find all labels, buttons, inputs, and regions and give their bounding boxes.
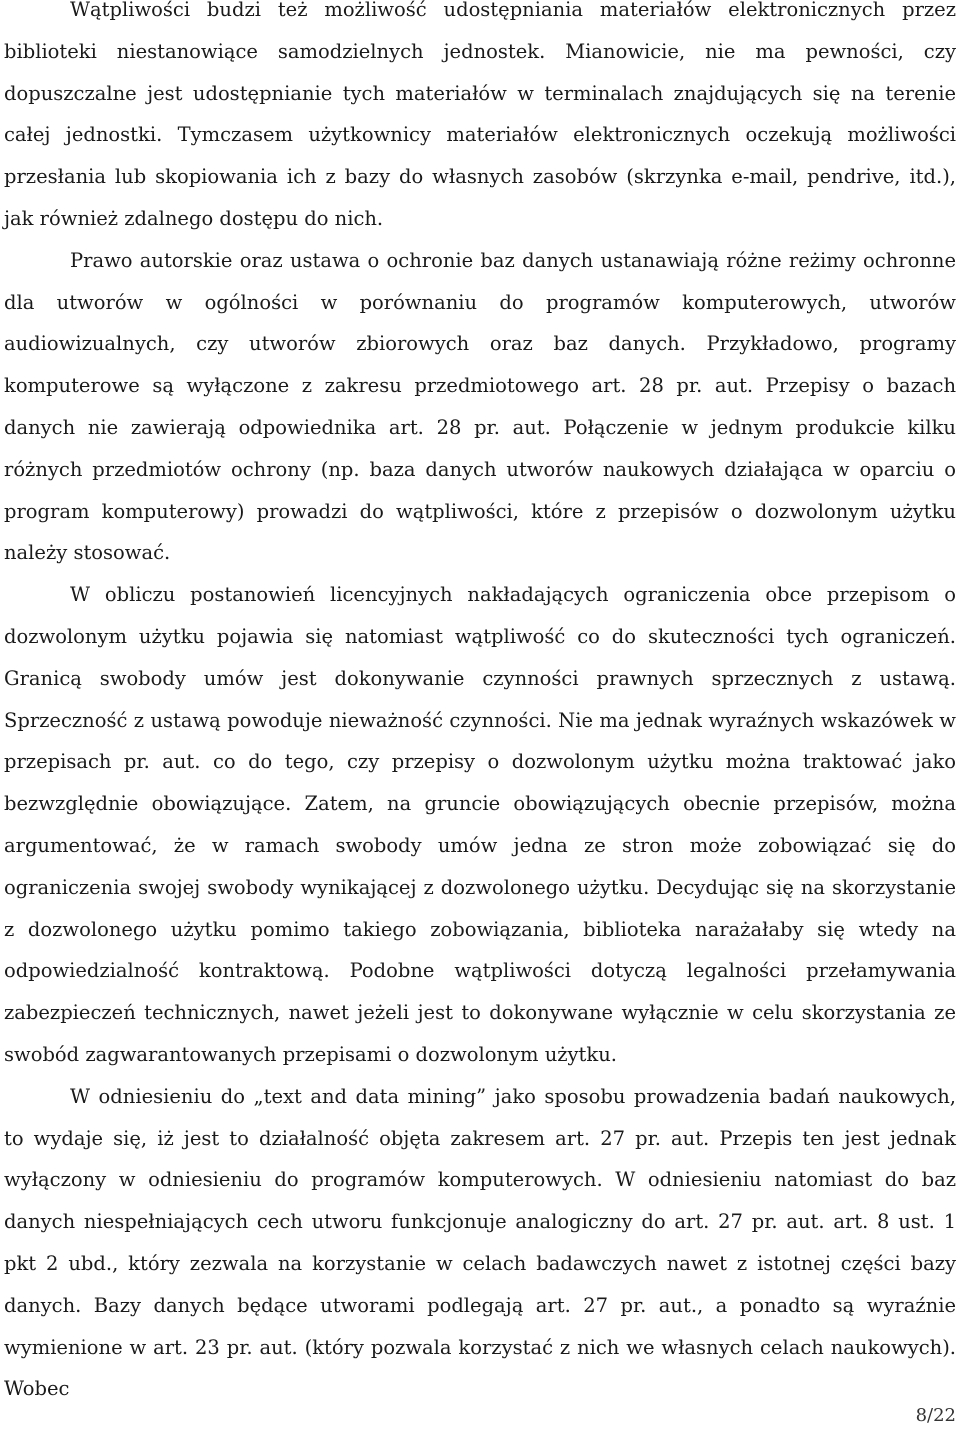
- paragraph-3: W obliczu postanowień licencyjnych nakładających ograniczenia obce przepisom o dozwolonym użytku pojawia się natomiast wątpliwość co do skuteczności tych ograniczeń. Granicą swobody umów jest dokonywanie czynności prawnych sprzecznych z ustawą. Sprzeczność z ustawą powoduje nieważność czynności. Nie ma jednak wyraźnych wskazówek w przepisach pr. aut. co do tego, czy przepisy o dozwolonym użytku można traktować jako bezwzględnie obowiązujące. Zatem, na gruncie obowiązujących obecnie przepisów, można argumentować, że w ramach swobody umów jedna ze stron może zobowiązać się do ograniczenia swojej swobody wynikającej z dozwolonego użytku. Decydując się na skorzystanie z dozwolonego użytku pomimo takiego zobowiązania, biblioteka narażałaby się wtedy na odpowiedzialność kontraktową. Podobne wątpliwości dotyczą legalności przełamywania zabezpieczeń technicznych, nawet jeżeli jest to dokonywane wyłącznie w celu skorzystania ze swobód zagwarantowanych przepisami o dozwolonym użytku.: [4, 583, 956, 1066]
- page-number: 8/22: [915, 1405, 956, 1426]
- paragraph-4: W odniesieniu do „text and data mining” jako sposobu prowadzenia badań naukowych, to wydaje się, iż jest to działalność objęta zakresem art. 27 pr. aut. Przepis ten jest jednak wyłączony w odniesieniu do programów komputerowych. W odniesieniu natomiast do baz danych niespełniających cech utworu funkcjonuje analogiczny do art. 27 pr. aut. art. 8 ust. 1 pkt 2 ubd., który zezwala na korzystanie w celach badawczych nawet z istotnej części bazy danych. Bazy danych będące utworami podlegają art. 27 pr. aut., a ponadto są wyraźnie wymienione w art. 23 pr. aut. (który pozwala korzystać z nich we własnych celach naukowych). Wobec: [4, 1084, 956, 1401]
- document-page: [4, 0, 956, 1410]
- paragraph-2: Prawo autorskie oraz ustawa o ochronie baz danych ustanawiają różne reżimy ochronne dla utworów w ogólności w porównaniu do programów komputerowych, utworów audiowizualnych, czy utworów zbiorowych oraz baz danych. Przykładowo, programy komputerowe są wyłączone z zakresu przedmiotowego art. 28 pr. aut. Przepisy o bazach danych nie zawierają odpowiednika art. 28 pr. aut. Połączenie w jednym produkcie kilku różnych przedmiotów ochrony (np. baza danych utworów naukowych działająca w oparciu o program komputerowy) prowadzi do wątpliwości, które z przepisów o dozwolonym użytku należy stosować.: [4, 248, 956, 565]
- paragraph-1: Wątpliwości budzi też możliwość udostępniania materiałów elektronicznych przez biblioteki niestanowiące samodzielnych jednostek. Mianowicie, nie ma pewności, czy dopuszczalne jest udostępnianie tych materiałów w terminalach znajdujących się na terenie całej jednostki. Tymczasem użytkownicy materiałów elektronicznych oczekują możliwości przesłania lub skopiowania ich z bazy do własnych zasobów (skrzynka e-mail, pendrive, itd.), jak również zdalnego dostępu do nich.: [4, 0, 956, 230]
